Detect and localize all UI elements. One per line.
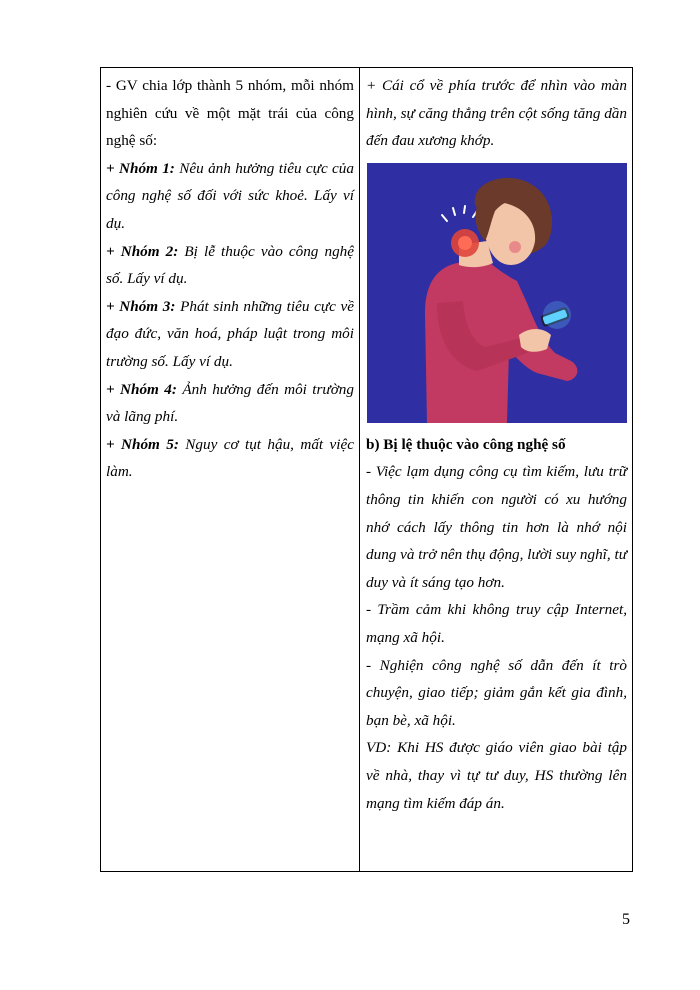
group-1-label: + Nhóm 1:	[106, 159, 175, 177]
page-number: 5	[622, 911, 630, 928]
group-4-item	[106, 376, 354, 431]
group-5-item	[106, 431, 354, 486]
group-2-text: Bị lễ thuộc vào công nghệ số. Lấy ví dụ.	[106, 242, 354, 288]
group-5-text: Nguy cơ tụt hậu, mất việc làm.	[106, 435, 354, 481]
content-column	[360, 68, 632, 871]
group-2-item	[106, 238, 354, 293]
woman-phone-neck-pain-illustration	[367, 163, 627, 423]
section-b-paragraph-3: - Nghiện công nghệ số dẫn đến ít trò chuyện, giao tiếp; giảm gắn kết gia đình, bạn bè, xã hội.	[366, 656, 627, 729]
group-1-item	[106, 155, 354, 238]
group-4-label: + Nhóm 4:	[106, 380, 177, 398]
group-1-text: Nêu ảnh hưởng tiêu cực của công nghệ số đối với sức khoẻ. Lấy ví dụ.	[106, 159, 354, 232]
group-3-item	[106, 293, 354, 376]
lesson-table	[100, 67, 633, 872]
section-b-paragraph-1: - Việc lạm dụng công cụ tìm kiếm, lưu trữ thông tin khiến con người có xu hướng nhớ cách lấy thông tin hơn là nhớ nội dung và trở nên thụ động, lười suy nghĩ, tư duy và ít sáng tạo hơn.	[366, 463, 627, 591]
group-5-label: + Nhóm 5:	[106, 435, 179, 453]
group-4-text: Ảnh hưởng đến môi trường và lãng phí.	[106, 380, 354, 426]
teacher-activity-column	[101, 68, 360, 871]
group-3-text: Phát sinh những tiêu cực về đạo đức, văn hoá, pháp luật trong môi trường số. Lấy ví dụ.	[106, 297, 354, 370]
section-b-title: b) Bị lệ thuộc vào công nghệ số	[366, 435, 566, 453]
section-b-example: VD: Khi HS được giáo viên giao bài tập về nhà, thay vì tự tư duy, HS thường lên mạng tìm kiếm đáp án.	[366, 739, 627, 812]
group-intro: - GV chia lớp thành 5 nhóm, mỗi nhóm nghiên cứu về một mặt trái của công nghệ số:	[106, 77, 354, 150]
section-b-paragraph-2: - Trầm cảm khi không truy cập Internet, mạng xã hội.	[366, 601, 627, 646]
neck-strain-text: + Cái cổ về phía trước để nhìn vào màn hình, sự căng thẳng trên cột sống tăng dần đến đau xương khớp.	[366, 77, 627, 150]
group-2-label: + Nhóm 2:	[106, 242, 179, 260]
group-3-label: + Nhóm 3:	[106, 297, 176, 315]
